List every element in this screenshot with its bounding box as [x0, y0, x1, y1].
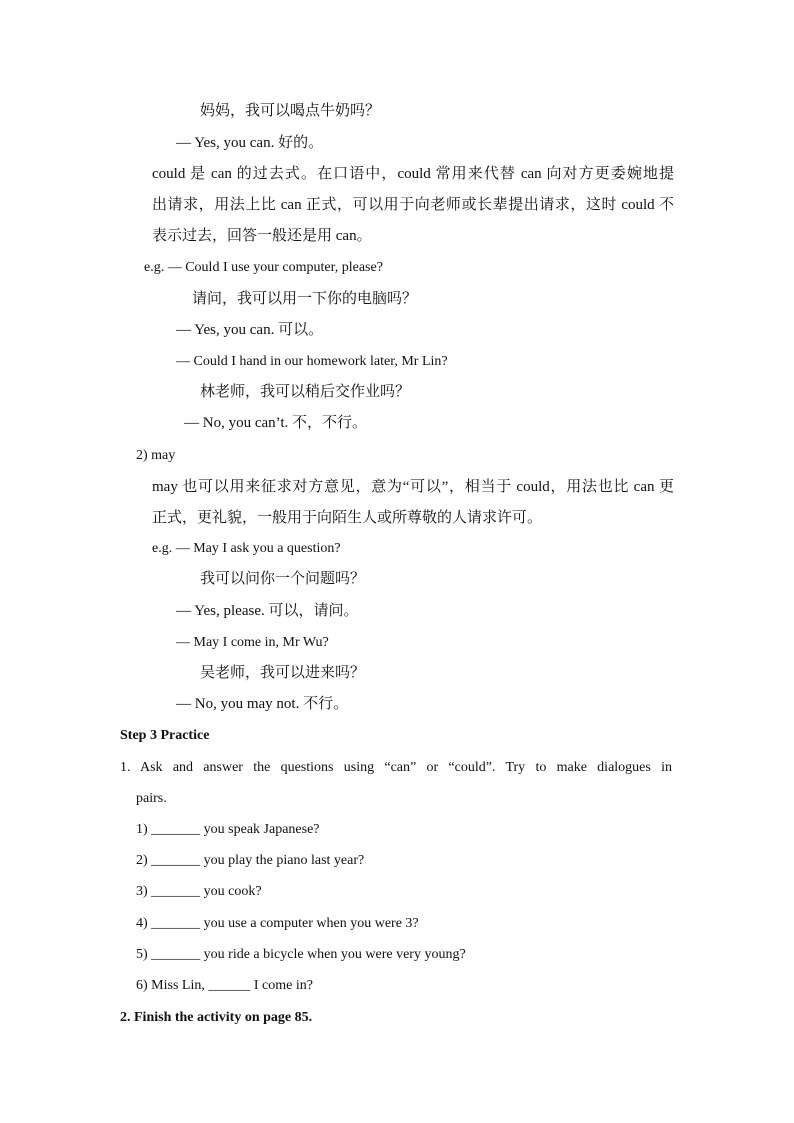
task2-instruction: 2. Finish the activity on page 85.: [120, 1010, 313, 1025]
practice-item-1: 1) _______ you speak Japanese?: [136, 822, 320, 837]
step3-heading: Step 3 Practice: [120, 728, 210, 743]
could-explanation-line-1: could 是 can 的过去式。在口语中，could 常用来代替 can 向对方更委婉地提: [152, 166, 674, 182]
could-example-answer-1: — Yes, you can. 可以。: [176, 322, 324, 338]
could-example-answer-2: — No, you can’t. 不，不行。: [184, 415, 368, 431]
task1-instruction-line-2: pairs.: [136, 791, 167, 806]
could-example-question-2: — Could I hand in our homework later, Mr Lin?: [176, 354, 448, 369]
may-example-answer-1: — Yes, please. 可以，请问。: [176, 603, 359, 619]
may-explanation-line-2: 正式，更礼貌，一般用于向陌生人或所尊敬的人请求许可。: [152, 510, 543, 526]
can-example-answer: — Yes, you can. 好的。: [176, 135, 324, 151]
could-example-translation-1: 请问，我可以用一下你的电脑吗？: [192, 291, 418, 307]
may-heading: 2) may: [136, 448, 176, 463]
could-explanation-line-3: 表示过去，回答一般还是用 can。: [152, 228, 372, 244]
task1-instruction-line-1: 1. Ask and answer the questions using “can” or “could”. Try to make dialogues in: [120, 760, 672, 775]
could-explanation-line-2: 出请求，用法上比 can 正式，可以用于向老师或长辈提出请求，这时 could 不: [152, 197, 674, 213]
may-example-translation-2: 吴老师，我可以进来吗？: [200, 665, 366, 681]
practice-item-3: 3) _______ you cook?: [136, 884, 262, 899]
may-example-translation-1: 我可以问你一个问题吗？: [200, 571, 366, 587]
could-example-question-1: e.g. — Could I use your computer, please?: [144, 260, 383, 275]
can-example-translation: 妈妈，我可以喝点牛奶吗？: [200, 103, 381, 119]
may-explanation-line-1: may 也可以用来征求对方意见，意为“可以”，相当于 could，用法也比 can 更: [152, 479, 674, 495]
practice-item-6: 6) Miss Lin, ______ I come in?: [136, 978, 313, 993]
may-example-question-2: — May I come in, Mr Wu?: [176, 635, 329, 650]
may-example-answer-2: — No, you may not. 不行。: [176, 696, 349, 712]
may-example-question-1: e.g. — May I ask you a question?: [152, 541, 341, 556]
practice-item-4: 4) _______ you use a computer when you were 3?: [136, 916, 419, 931]
practice-item-2: 2) _______ you play the piano last year?: [136, 853, 365, 868]
could-example-translation-2: 林老师，我可以稍后交作业吗？: [200, 384, 411, 400]
practice-item-5: 5) _______ you ride a bicycle when you were very young?: [136, 947, 466, 962]
